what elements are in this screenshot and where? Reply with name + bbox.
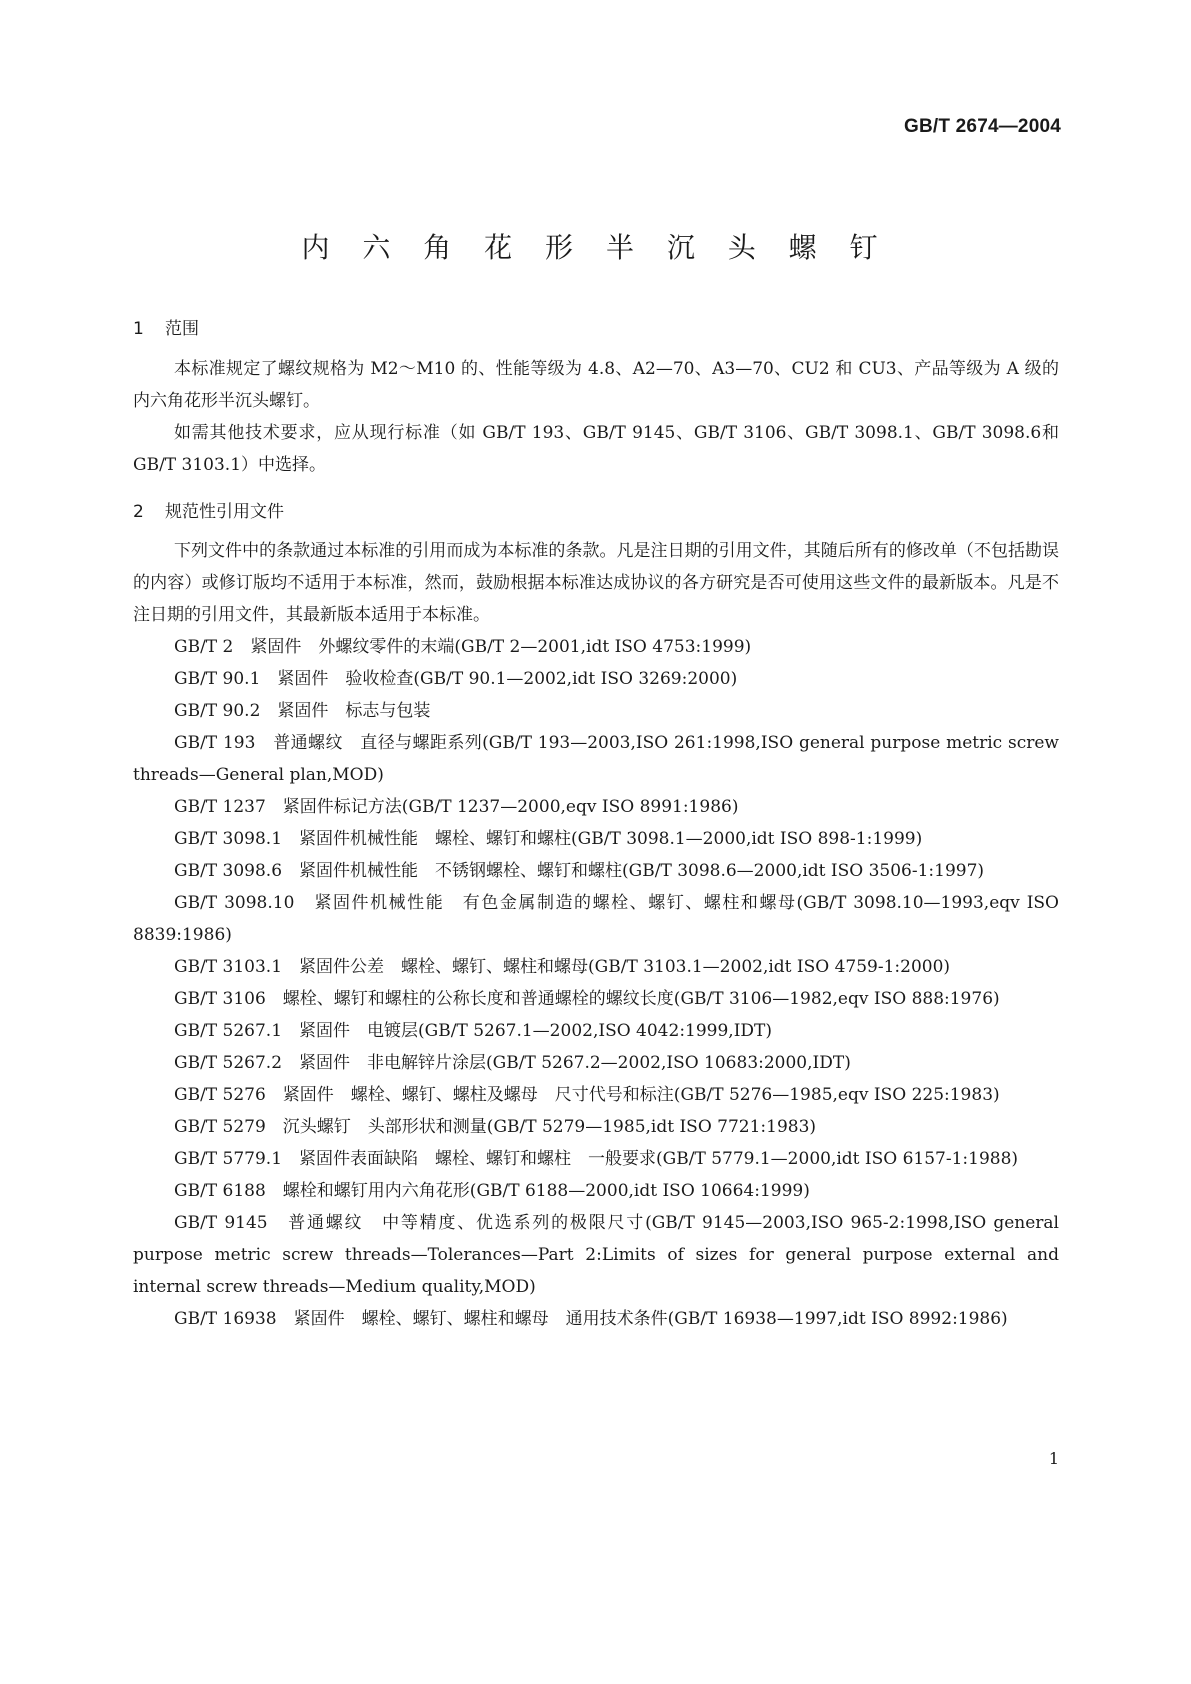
reference-item: GB/T 2 紧固件 外螺纹零件的末端(GB/T 2—2001,idt ISO 4753:1999) bbox=[174, 637, 752, 657]
page-number: 1 bbox=[1048, 1449, 1059, 1468]
reference-item: GB/T 90.1 紧固件 验收检查(GB/T 90.1—2002,idt ISO 3269:2000) bbox=[174, 669, 738, 689]
reference-item: GB/T 5779.1 紧固件表面缺陷 螺栓、螺钉和螺柱 一般要求(GB/T 5779.1—2000,idt ISO 6157-1:1988) bbox=[174, 1149, 1019, 1169]
section-title: 规范性引用文件 bbox=[165, 502, 284, 522]
document-title: 内 六 角 花 形 半 沉 头 螺 钉 bbox=[301, 231, 890, 264]
reference-item: GB/T 16938 紧固件 螺栓、螺钉、螺柱和螺母 通用技术条件(GB/T 16938—1997,idt ISO 8992:1986) bbox=[174, 1309, 1008, 1329]
reference-item: GB/T 5267.2 紧固件 非电解锌片涂层(GB/T 5267.2—2002,ISO 10683:2000,IDT) bbox=[174, 1053, 851, 1073]
reference-item: GB/T 6188 螺栓和螺钉用内六角花形(GB/T 6188—2000,idt ISO 10664:1999) bbox=[174, 1181, 810, 1201]
reference-item: GB/T 1237 紧固件标记方法(GB/T 1237—2000,eqv ISO 8991:1986) bbox=[174, 797, 739, 817]
section-heading-normative-references bbox=[133, 497, 284, 522]
paragraph: 下列文件中的条款通过本标准的引用而成为本标准的条款。凡是注日期的引用文件，其随后所有的修改单（不包括勘误的内容）或修订版均不适用于本标准，然而，鼓励根据本标准达成协议的各方研究是否可使用这些文件的最新版本。凡是不注日期的引用文件，其最新版本适用于本标准。 bbox=[133, 541, 1059, 625]
section-number: 2 bbox=[133, 502, 144, 522]
reference-item: GB/T 3106 螺栓、螺钉和螺柱的公称长度和普通螺栓的螺纹长度(GB/T 3106—1982,eqv ISO 888:1976) bbox=[174, 989, 1000, 1009]
section-heading-scope bbox=[133, 314, 199, 339]
reference-item: GB/T 5279 沉头螺钉 头部形状和测量(GB/T 5279—1985,idt ISO 7721:1983) bbox=[174, 1117, 817, 1137]
reference-item: GB/T 5267.1 紧固件 电镀层(GB/T 5267.1—2002,ISO 4042:1999,IDT) bbox=[174, 1021, 773, 1041]
reference-item: GB/T 90.2 紧固件 标志与包装 bbox=[174, 701, 431, 721]
standard-code: GB/T 2674—2004 bbox=[904, 116, 1061, 137]
reference-item: GB/T 9145 普通螺纹 中等精度、优选系列的极限尺寸(GB/T 9145—2003,ISO 965-2:1998,ISO general purpose metric screw threads—Tolerances—Part 2:Limits of sizes for general purpose external and internal screw threads—Medium quality,MOD) bbox=[133, 1213, 1059, 1297]
paragraph: 如需其他技术要求，应从现行标准（如 GB/T 193、GB/T 9145、GB/T 3106、GB/T 3098.1、GB/T 3098.6和 GB/T 3103.1）中选择。 bbox=[133, 423, 1059, 475]
reference-item: GB/T 3098.6 紧固件机械性能 不锈钢螺栓、螺钉和螺柱(GB/T 3098.6—2000,idt ISO 3506-1:1997) bbox=[174, 861, 985, 881]
reference-item: GB/T 3098.1 紧固件机械性能 螺栓、螺钉和螺柱(GB/T 3098.1—2000,idt ISO 898-1:1999) bbox=[174, 829, 923, 849]
section-number: 1 bbox=[133, 319, 144, 339]
section-title: 范围 bbox=[165, 319, 199, 339]
reference-item: GB/T 5276 紧固件 螺栓、螺钉、螺柱及螺母 尺寸代号和标注(GB/T 5276—1985,eqv ISO 225:1983) bbox=[174, 1085, 1000, 1105]
reference-item: GB/T 193 普通螺纹 直径与螺距系列(GB/T 193—2003,ISO 261:1998,ISO general purpose metric screw threads—General plan,MOD) bbox=[133, 733, 1059, 785]
scope-body bbox=[133, 353, 1059, 481]
reference-item: GB/T 3098.10 紧固件机械性能 有色金属制造的螺栓、螺钉、螺柱和螺母(GB/T 3098.10—1993,eqv ISO 8839:1986) bbox=[133, 893, 1059, 945]
paragraph: 本标准规定了螺纹规格为 M2～M10 的、性能等级为 4.8、A2—70、A3—70、CU2 和 CU3、产品等级为 A 级的内六角花形半沉头螺钉。 bbox=[133, 359, 1059, 411]
references-body bbox=[133, 535, 1059, 1335]
reference-item: GB/T 3103.1 紧固件公差 螺栓、螺钉、螺柱和螺母(GB/T 3103.1—2002,idt ISO 4759-1:2000) bbox=[174, 957, 951, 977]
